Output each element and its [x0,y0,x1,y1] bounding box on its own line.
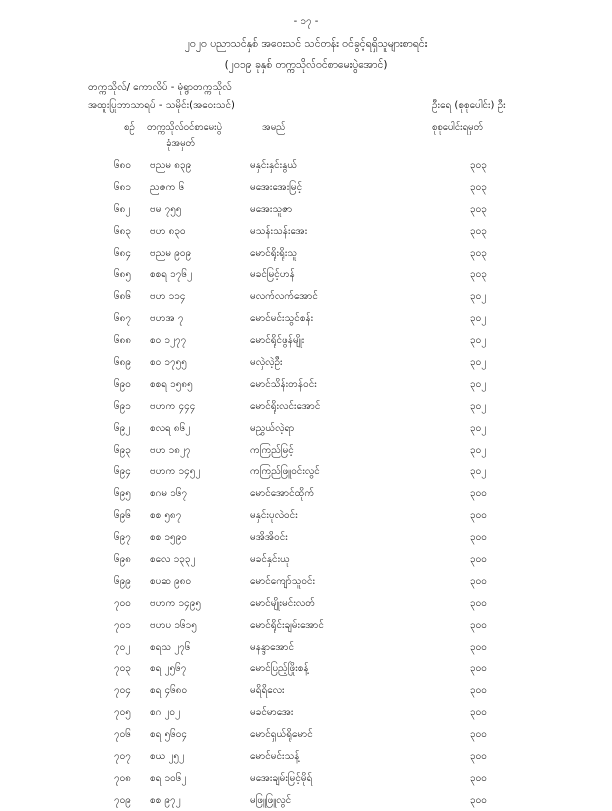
student-name: မအေးအေးမြင့် [250,181,303,193]
roll-number: ဗဟပ ၁၆၁၅ [150,619,197,631]
table-row [0,570,612,592]
row-number: ၆၈၂ [114,203,131,215]
total-marks: ၃၀၂ [470,422,487,434]
total-marks: ၃၀၀ [470,510,487,522]
student-name: မလက်လက်အောင် [250,291,318,303]
total-marks: ၃၀၂ [470,291,487,303]
header-roll-number: ခုံအမှတ် [166,138,195,149]
table-row [0,526,612,548]
roll-number: ဗဟက ၄၄၄ [150,400,196,412]
roll-number: စစ ၉၇၂ [150,794,181,806]
total-marks: ၃၀၀ [470,685,487,697]
table-row [0,614,612,636]
student-name: မရိရိလေး [250,685,285,697]
student-name: မောင်ကျော်သူဝင်း [250,575,316,587]
roll-number: ဗမ ၇၅၅ [150,203,182,215]
student-name: မခင်မာအေး [250,707,294,719]
table-row [0,636,612,658]
total-marks: ၃၀၀ [470,707,487,719]
student-name: မောင်ရိုးရိုးသူ [250,247,298,259]
student-name: မအိအိဝင်း [250,532,288,544]
roll-number: စရ ၄၆၈၀ [150,685,188,697]
roll-number: စဝ ၁၇၅၅ [150,357,187,369]
row-number: ၆၉၄ [114,466,131,478]
table-row [0,329,612,351]
student-name: ကကြည်ဖြူဝင်းလွင် [250,466,320,478]
student-name: မနှင်းပုလဲဝင်း [250,510,298,522]
row-number: ၆၉၀ [114,378,131,390]
roll-number: စယ ၂၅၂ [150,751,184,763]
page-number: - ၁၇ - [293,16,319,27]
total-marks: ၃၀၃ [470,225,487,237]
document-title: ၂၀၂၀ ပညာသင်နှစ် အဝေးသင် သင်တန်း ဝင်ခွင့်ရရှိသူများစာရင်း [184,38,428,50]
row-number: ၆၉၁ [114,400,131,412]
table-row [0,701,612,723]
row-number: ၆၉၉ [114,575,131,587]
roll-number: စဂ ၂၀၂ [150,707,180,719]
table-row [0,789,612,811]
row-number: ၆၉၃ [114,444,131,456]
total-marks: ၃၀၀ [470,532,487,544]
total-marks: ၃၀၂ [470,335,487,347]
student-name: မောင်မင်းသန့် [250,751,300,763]
roll-number: စစ ၅၈၇ [150,510,182,522]
total-marks: ၃၀၃ [470,247,487,259]
roll-number: စရ ၁၀၆၂ [150,772,187,784]
total-marks: ၃၀၀ [470,663,487,675]
roll-number: စလရ ၈၆၂ [150,422,191,434]
student-name: မောင်ရိုးလင်းအောင် [250,400,321,412]
roll-number: စပဆ ၉၈၀ [150,575,192,587]
student-name: မခင်နှင်းယု [250,554,290,566]
row-number: ၇၀၆ [114,729,131,741]
table-row [0,285,612,307]
table-row [0,373,612,395]
roll-number: စဝ ၁၂၇၇ [150,335,187,347]
total-marks: ၃၀၀ [470,641,487,653]
student-name: မနန္ဒာအောင် [250,641,295,653]
total-marks: ၃၀၂ [470,357,487,369]
table-row [0,395,612,417]
count-label: ဦးရေ (စုစုပေါင်း) ဦး [432,100,506,111]
total-marks: ၃၀၃ [470,160,487,171]
table-row [0,460,612,482]
student-name: မညွှယ်လဲ့ရာ [250,422,295,434]
roll-number: စစ ၁၅၉၀ [150,532,187,544]
row-number: ၇၀၅ [114,707,131,719]
table-row [0,723,612,745]
student-name: မောင်ရိုင်ဖွန်မျိုး [250,335,305,347]
major-label: အထူးပြုဘာသာရပ် - သမိုင်း(အဝေးသင်) [88,100,235,111]
row-number: ၇၀၇ [114,751,131,763]
student-name: မသန်းသန်းအေး [250,225,308,237]
total-marks: ၃၀၀ [470,794,487,806]
student-name: ကကြည်မြင့် [250,444,294,456]
row-number: ၆၈၅ [114,269,131,281]
roll-number: စစရ ၁၇၆၂ [150,269,192,281]
roll-number: စရ ၂၅၆၇ [150,663,187,675]
roll-number: ဗဟအ ၇ [150,313,184,325]
student-name: မနှင်းနှင်းနွယ် [250,160,298,171]
student-name: မောင်ရိုင်းချမ်းအောင် [250,619,324,631]
table-row [0,176,612,198]
row-number: ၆၉၆ [114,510,131,522]
table-row [0,504,612,526]
roll-number: ညဇက ၆ [150,181,185,193]
total-marks: ၃၀၃ [470,181,487,193]
total-marks: ၃၀၀ [470,488,487,500]
student-name: မောင်မျိုးမင်းလတ် [250,597,315,609]
results-table [0,154,612,811]
table-row [0,263,612,285]
table-row [0,198,612,220]
table-row [0,307,612,329]
table-row [0,417,612,439]
table-row [0,351,612,373]
table-row [0,679,612,701]
document-subtitle: (၂၀၁၉ ခုနှစ် တက္ကသိုလ်ဝင်စာမေးပွဲအောင်) [224,59,388,71]
total-marks: ၃၀၃ [470,269,487,281]
table-row [0,592,612,614]
row-number: ၆၈၃ [114,225,131,237]
total-marks: ၃၀၀ [470,772,487,784]
total-marks: ၃၀၂ [470,444,487,456]
roll-number: ဗညမ ၈၃၉ [150,160,192,171]
table-row [0,657,612,679]
total-marks: ၃၀၀ [470,575,487,587]
student-name: မောင်ရှယ်ရိုမောင် [250,729,313,741]
roll-number: ဗဟက ၁၄၉၅ [150,597,201,609]
total-marks: ၃၀၀ [470,554,487,566]
total-marks: ၃၀၂ [470,378,487,390]
student-name: မအေးသူဇာ [250,203,293,215]
total-marks: ၃၀၀ [470,619,487,631]
roll-number: ဗဟ ၁၈၂၇ [150,444,191,456]
student-name: မောင်သိန်းတန်ဝင်း [250,378,317,390]
row-number: ၇၀၁ [114,619,131,631]
roll-number: ဗဟက ၁၄၅၂ [150,466,201,478]
row-number: ၆၈၆ [114,291,131,303]
row-number: ၇၀၂ [114,641,131,653]
table-row [0,220,612,242]
row-number: ၆၈၇ [114,313,131,325]
roll-number: ဗဟ ၁၁၄ [150,291,186,303]
total-marks: ၃၀၀ [470,729,487,741]
row-number: ၆၈၀ [114,160,131,171]
student-name: မောင်မင်းသွင်စန်း [250,313,314,325]
row-number: ၆၉၇ [114,532,131,544]
table-row [0,154,612,176]
row-number: ၆၈၄ [114,247,131,259]
header-name: အမည် [262,122,286,133]
student-name: မလှဲလဲ့ဦး [250,357,283,369]
table-row [0,548,612,570]
total-marks: ၃၀၀ [470,597,487,609]
header-no: စဉ် [124,122,135,133]
university-label: တက္ကသိုလ်/ ကောလိပ် - မုံရွာတက္ကသိုလ် [88,82,232,93]
table-row [0,439,612,461]
roll-number: စရ ၅၆၀၄ [150,729,188,741]
student-name: မောင်အောင်ထိုက် [250,488,315,500]
table-row [0,242,612,264]
roll-number: စရသ ၂၇၆ [150,641,191,653]
total-marks: ၃၀၂ [470,400,487,412]
row-number: ၆၈၉ [114,357,131,369]
row-number: ၇၀၀ [114,597,131,609]
student-name: မခင်မြင့်ဟန် [250,269,295,281]
row-number: ၇၀၃ [114,663,131,675]
roll-number: စစရ ၁၅၈၅ [150,378,193,390]
table-row [0,745,612,767]
row-number: ၆၉၅ [114,488,131,500]
student-name: မအေးချမ်းမြင့်မိုရ် [250,772,313,784]
row-number: ၇၀၄ [114,685,131,697]
student-name: မောင်ပြည့်ဖြိုးစန့် [250,663,309,675]
row-number: ၇၀၈ [114,772,131,784]
row-number: ၆၉၈ [114,554,131,566]
row-number: ၇၀၉ [114,794,131,806]
total-marks: ၃၀၂ [470,466,487,478]
row-number: ၆၈၈ [114,335,132,347]
header-marks: စုစုပေါင်းရမှတ် [432,122,483,133]
row-number: ၆၉၂ [114,422,131,434]
total-marks: ၃၀၃ [470,203,487,215]
total-marks: ၃၀၂ [470,313,487,325]
student-name: မဖြူဖြူလွင် [250,794,292,806]
row-number: ၆၈၁ [114,181,131,193]
roll-number: ဗဟ ၈၃၀ [150,225,186,237]
table-row [0,767,612,789]
total-marks: ၃၀၀ [470,751,487,763]
roll-number: ဗညမ ၉၀၉ [150,247,192,259]
roll-number: စဂမ ၁၆၇ [150,488,188,500]
header-roll: တက္ကသိုလ်ဝင်စာမေးပွဲ [147,122,222,133]
table-row [0,482,612,504]
roll-number: စလေ ၁၃၃၂ [150,554,196,566]
